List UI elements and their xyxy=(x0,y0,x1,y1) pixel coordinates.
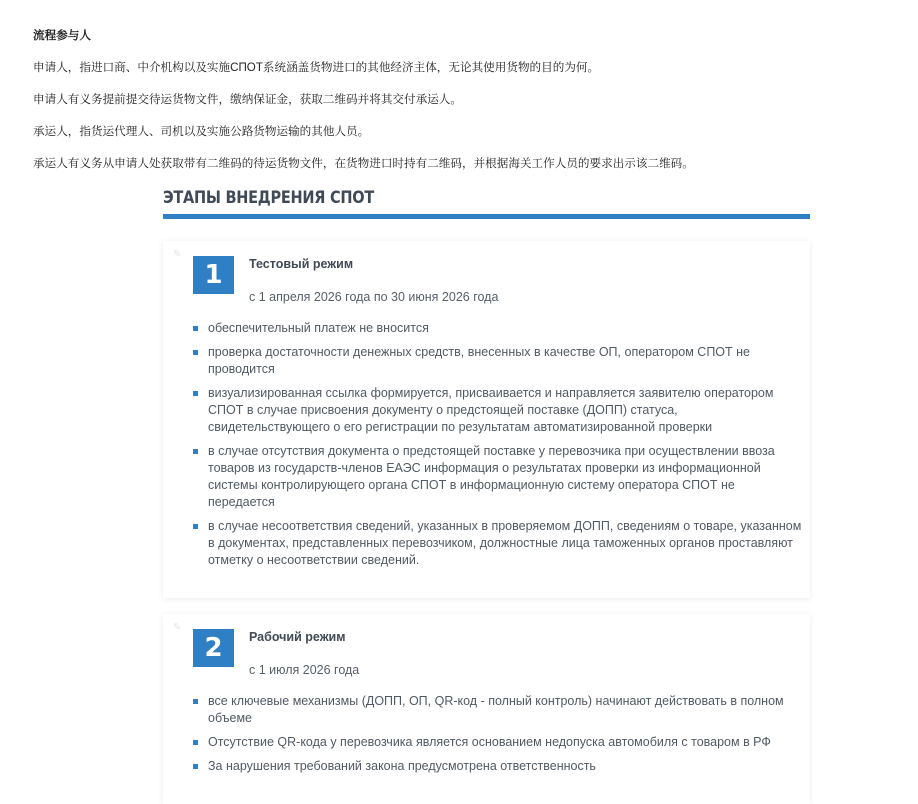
intro-paragraph: 申请人，指进口商、中介机构以及实施СПОТ系统涵盖货物进口的其他经济主体，无论其使用货物的目的为何。 xyxy=(33,61,600,74)
list-item xyxy=(193,385,803,436)
list-item xyxy=(193,518,803,569)
list-item-text: в случае несоответствия сведений, указанных в проверяемом ДОПП, сведениям о товаре, указанном в документах, представленных перевозчиком, должностные лица таможенных органов проставляют отметку о несоответствии сведений. xyxy=(208,519,802,567)
stage-number-badge: 2 xyxy=(193,629,234,667)
stage-card-2 xyxy=(163,614,810,804)
pin-icon: ✎ xyxy=(173,249,182,260)
list-item xyxy=(193,758,803,775)
intro-paragraph: 申请人有义务提前提交待运货物文件，缴纳保证金，获取二维码并将其交付承运人。 xyxy=(33,93,462,106)
list-item xyxy=(193,443,803,511)
stage-date: с 1 июля 2026 года xyxy=(249,663,360,677)
stage-date: с 1 апреля 2026 года по 30 июня 2026 года xyxy=(249,290,499,304)
section-divider xyxy=(163,214,810,219)
bullet-icon xyxy=(193,350,198,355)
section-title: ЭТАПЫ ВНЕДРЕНИЯ СПОТ xyxy=(163,188,375,207)
bullet-icon xyxy=(193,449,198,454)
bullet-icon xyxy=(193,699,198,704)
bullet-icon xyxy=(193,740,198,745)
bullet-icon xyxy=(193,764,198,769)
list-item-text: визуализированная ссылка формируется, присваивается и направляется заявителю оператором СПОТ в случае присвоения документу о предстоящей поставке (ДОПП) статуса, свидетельствующего о его регистрации по результатам автоматизированной проверки xyxy=(208,386,774,434)
bullet-icon xyxy=(193,391,198,396)
stage-items-list xyxy=(193,693,803,782)
list-item-text: все ключевые механизмы (ДОПП, ОП, QR-код - полный контроль) начинают действовать в полном объеме xyxy=(208,694,784,725)
list-item xyxy=(193,734,803,751)
intro-block xyxy=(33,28,893,188)
stage-card-1 xyxy=(163,241,810,598)
list-item-text: в случае отсутствия документа о предстоящей поставке у перевозчика при осуществлении ввоза товаров из государств-членов ЕАЭС информация о результатах проверки из информационной системы контролирующего органа СПОТ в информационную систему оператора СПОТ не передается xyxy=(208,444,775,509)
stage-title: Тестовый режим xyxy=(249,257,354,271)
list-item xyxy=(193,344,803,378)
intro-paragraph: 承运人，指货运代理人、司机以及实施公路货物运输的其他人员。 xyxy=(33,125,370,138)
bullet-icon xyxy=(193,326,198,331)
stages-section-header xyxy=(163,186,810,219)
stage-title: Рабочий режим xyxy=(249,630,346,644)
stage-number-badge: 1 xyxy=(193,256,234,294)
bullet-icon xyxy=(193,524,198,529)
intro-paragraph: 承运人有义务从申请人处获取带有二维码的待运货物文件，在货物进口时持有二维码，并根据海关工作人员的要求出示该二维码。 xyxy=(33,157,694,170)
list-item-text: Отсутствие QR-кода у перевозчика является основанием недопуска автомобиля с товаром в РФ xyxy=(208,735,771,749)
stage-items-list xyxy=(193,320,803,576)
list-item-text: обеспечительный платеж не вносится xyxy=(208,321,429,335)
list-item xyxy=(193,320,803,337)
pin-icon: ✎ xyxy=(173,622,182,633)
list-item-text: За нарушения требований закона предусмотрена ответственность xyxy=(208,759,596,773)
list-item-text: проверка достаточности денежных средств, внесенных в качестве ОП, оператором СПОТ не проводится xyxy=(208,345,750,376)
list-item xyxy=(193,693,803,727)
intro-heading: 流程参与人 xyxy=(33,29,91,42)
